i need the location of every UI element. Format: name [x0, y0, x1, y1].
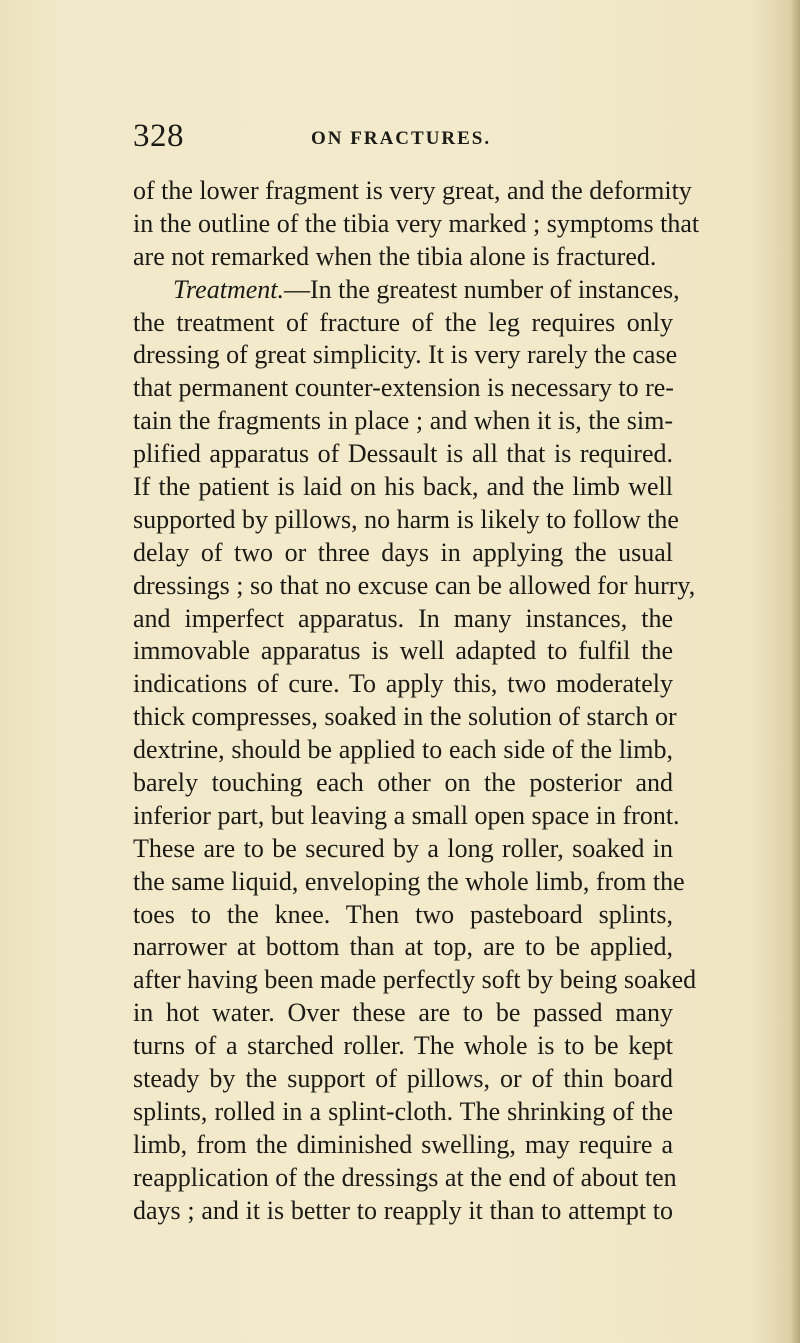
- treatment-heading: Treatment.: [173, 274, 284, 304]
- text-line: narrower at bottom than at top, are to be applied,: [133, 932, 673, 962]
- text-line: the treatment of fracture of the leg requires only: [133, 307, 673, 337]
- text-line: after having been made perfectly soft by being soaked: [133, 965, 697, 995]
- text-line: dressing of great simplicity. It is very rarely the case: [133, 340, 678, 370]
- text-line: steady by the support of pillows, or of thin board: [133, 1064, 673, 1094]
- text-line: dextrine, should be applied to each side of the limb,: [133, 735, 673, 765]
- text-line: and imperfect apparatus. In many instances, the: [133, 603, 673, 633]
- text-line: in hot water. Over these are to be passed many: [133, 998, 673, 1028]
- text-line: inferior part, but leaving a small open space in front.: [133, 800, 680, 830]
- text-line: delay of two or three days in applying the usual: [133, 537, 673, 567]
- text-line: are not remarked when the tibia alone is fractured.: [133, 241, 657, 271]
- text-line: These are to be secured by a long roller, soaked in: [133, 833, 673, 863]
- page-edge-shadow: [790, 0, 800, 1343]
- text-line: reapplication of the dressings at the end of about ten: [133, 1162, 677, 1192]
- text-line: dressings ; so that no excuse can be allowed for hurry,: [133, 570, 696, 600]
- text-line: —In the greatest number of instances,: [283, 274, 680, 304]
- treatment-paragraph-first-line: [133, 274, 680, 307]
- text-line: turns of a starched roller. The whole is to be kept: [133, 1031, 673, 1061]
- body-text: [133, 175, 700, 1228]
- running-title: ON FRACTURES.: [311, 128, 492, 149]
- text-line: splints, rolled in a splint-cloth. The shrinking of the: [133, 1096, 673, 1126]
- text-line: toes to the knee. Then two pasteboard splints,: [133, 899, 673, 929]
- page-number: 328: [133, 118, 184, 154]
- text-line: thick compresses, soaked in the solution of starch or: [133, 702, 677, 732]
- text-line: immovable apparatus is well adapted to fulfil the: [133, 636, 673, 666]
- text-line: that permanent counter-extension is necessary to re-: [133, 373, 674, 403]
- text-line: indications of cure. To apply this, two moderately: [133, 669, 673, 699]
- text-line: days ; and it is better to reapply it than to attempt to: [133, 1195, 673, 1225]
- text-line: tain the fragments in place ; and when it is, the sim-: [133, 406, 673, 436]
- text-line: If the patient is laid on his back, and the limb well: [133, 472, 673, 502]
- text-line: barely touching each other on the posterior and: [133, 768, 673, 798]
- page-header: [133, 118, 673, 158]
- text-line: plified apparatus of Dessault is all that is required.: [133, 439, 673, 469]
- text-line: the same liquid, enveloping the whole limb, from the: [133, 866, 685, 896]
- text-line: of the lower fragment is very great, and the deformity: [133, 176, 692, 205]
- text-line: limb, from the diminished swelling, may require a: [133, 1129, 673, 1159]
- text-line: in the outline of the tibia very marked ; symptoms that: [133, 208, 700, 238]
- text-line: supported by pillows, no harm is likely to follow the: [133, 504, 679, 534]
